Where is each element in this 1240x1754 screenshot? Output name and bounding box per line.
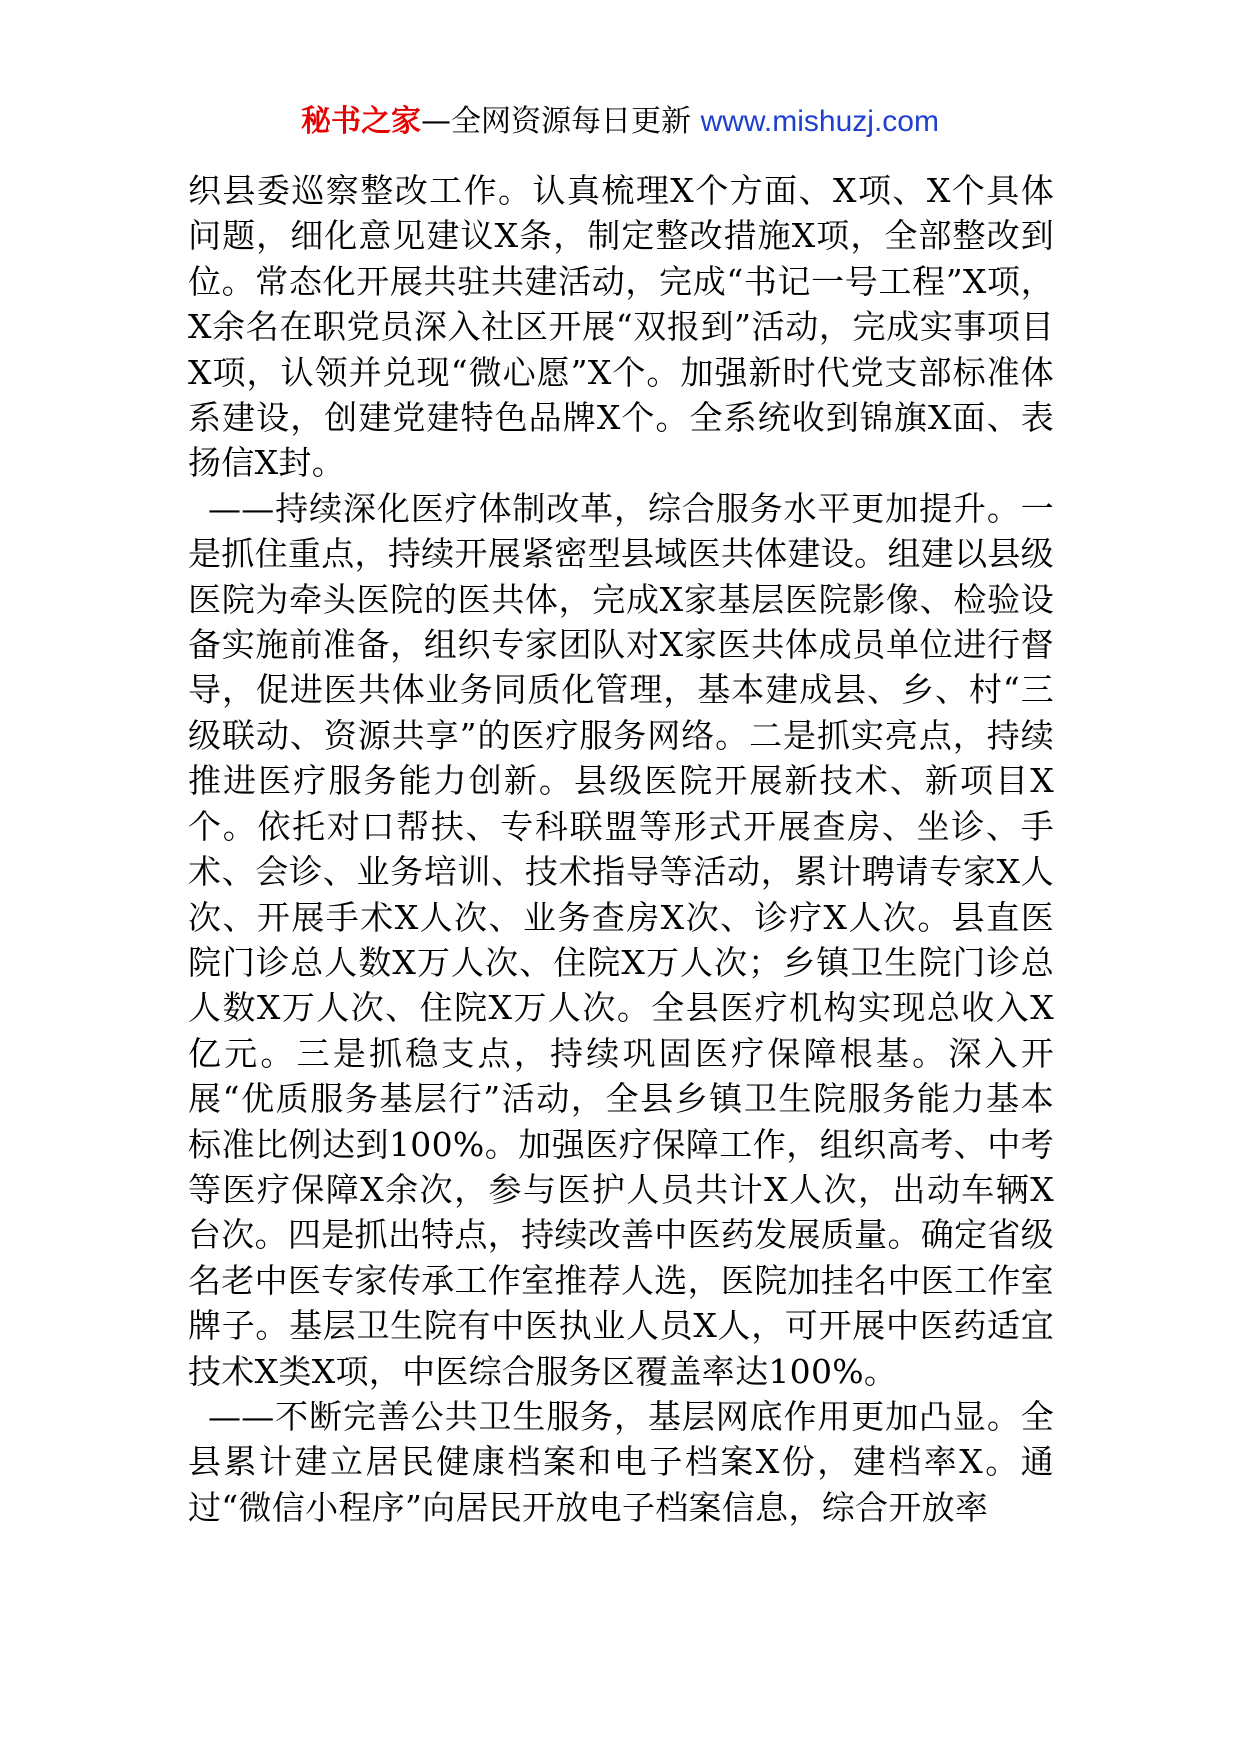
site-url-link[interactable]: www.mishuzj.com (700, 105, 939, 138)
document-body (188, 168, 1054, 1530)
paragraph-1: 织县委巡察整改工作。认真梳理X个方面、X项、X个具体问题，细化意见建议X条，制定整改措施X项，全部整改到位。常态化开展共驻共建活动，完成“书记一号工程”X项，X余名在职党员深入社区开展“双报到”活动，完成实事项目X项，认领并兑现“微心愿”X个。加强新时代党支部标准体系建设，创建党建特色品牌X个。全系统收到锦旗X面、表扬信X封。 (188, 171, 1054, 483)
paragraph-2: ——持续深化医疗体制改革，综合服务水平更加提升。一是抓住重点，持续开展紧密型县域医共体建设。组建以县级医院为牵头医院的医共体，完成X家基层医院影像、检验设备实施前准备，组织专家团队对X家医共体成员单位进行督导，促进医共体业务同质化管理，基本建成县、乡、村“三级联动、资源共享”的医疗服务网络。二是抓实亮点，持续推进医疗服务能力创新。县级医院开展新技术、新项目X个。依托对口帮扶、专科联盟等形式开展查房、坐诊、手术、会诊、业务培训、技术指导等活动，累计聘请专家X人次、开展手术X人次、业务查房X次、诊疗X人次。县直医院门诊总人数X万人次、住院X万人次；乡镇卫生院门诊总人数X万人次、住院X万人次。全县医疗机构实现总收入X亿元。三是抓稳支点，持续巩固医疗保障根基。深入开展“优质服务基层行”活动，全县乡镇卫生院服务能力基本标准比例达到100%。加强医疗保障工作，组织高考、中考等医疗保障X余次，参与医护人员共计X人次，出动车辆X台次。四是抓出特点，持续改善中医药发展质量。确定省级名老中医专家传承工作室推荐人选，医院加挂名中医工作室牌子。基层卫生院有中医执业人员X人，可开展中医药适宜技术X类X项，中医综合服务区覆盖率达100%。 (188, 488, 1054, 1391)
paragraph-3: ——不断完善公共卫生服务，基层网底作用更加凸显。全县累计建立居民健康档案和电子档案X份，建档率X。通过“微信小程序”向居民开放电子档案信息，综合开放率 (188, 1396, 1054, 1527)
site-header (0, 100, 1240, 144)
header-tagline: —全网资源每日更新 (421, 104, 692, 139)
brand-name: 秘书之家 (301, 104, 422, 139)
